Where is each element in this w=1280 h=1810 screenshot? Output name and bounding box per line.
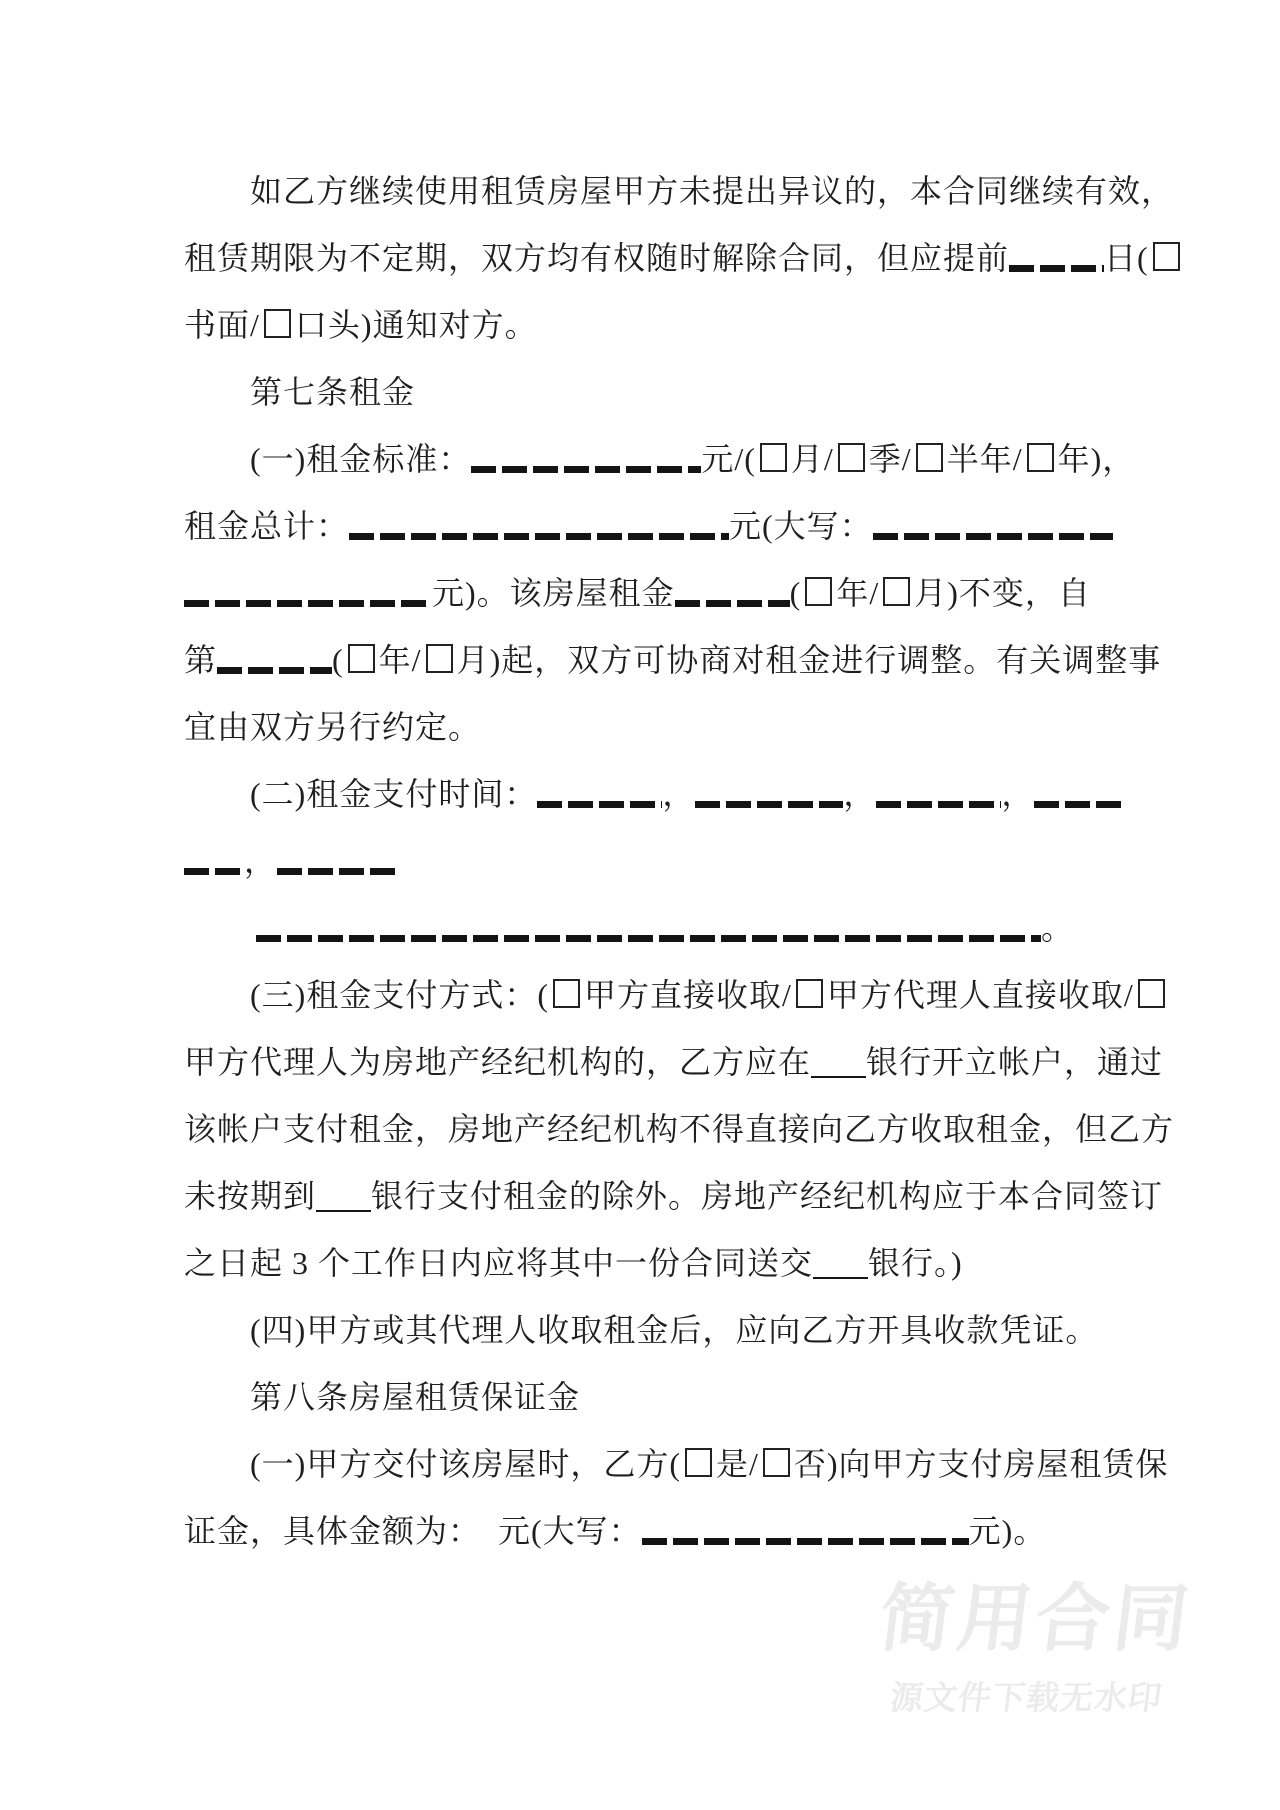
fill-in-blank xyxy=(876,801,1001,808)
text-run: 如乙方继续使用租赁房屋甲方未提出异议的，本合同继续有效， xyxy=(250,173,1175,209)
text-line xyxy=(184,1498,1124,1565)
text-line xyxy=(184,560,1124,627)
text-run: 季/ xyxy=(868,441,912,477)
text-line xyxy=(184,292,1124,359)
checkbox-icon xyxy=(883,577,910,606)
text-run: 甲方代理人直接收取/ xyxy=(826,977,1134,1013)
checkbox-icon xyxy=(685,1448,712,1477)
text-run: 口头)通知对方。 xyxy=(294,307,538,343)
text-line xyxy=(184,493,1124,560)
text-run: 元(大写： xyxy=(729,508,873,544)
checkbox-icon xyxy=(838,443,865,472)
text-run: 否)向甲方支付房屋租赁保 xyxy=(793,1446,1169,1482)
fill-in-blank xyxy=(1034,801,1122,808)
text-run: 该帐户支付租金，房地产经纪机构不得直接向乙方收取租金，但乙方 xyxy=(184,1111,1175,1147)
text-run: (三)租金支付方式：( xyxy=(250,977,549,1013)
checkbox-icon xyxy=(1153,242,1180,271)
checkbox-icon xyxy=(264,309,291,338)
text-run: 未按期到 xyxy=(184,1178,317,1214)
watermark xyxy=(864,1576,1201,1719)
text-run: 半年/ xyxy=(946,441,1023,477)
checkbox-icon xyxy=(348,644,375,673)
text-run: (四)甲方或其代理人收取租金后，应向乙方开具收款凭证。 xyxy=(250,1312,1099,1348)
text-run: 月)不变，自 xyxy=(914,575,1091,611)
text-line xyxy=(184,1297,1124,1364)
text-run: (二)租金支付时间： xyxy=(250,776,538,812)
text-run: 银行。) xyxy=(868,1245,963,1281)
text-run: 书面/ xyxy=(184,307,260,343)
text-run: 元/( xyxy=(701,441,756,477)
text-run: ( xyxy=(332,642,344,678)
fill-in-blank xyxy=(256,935,1041,942)
text-run: 第 xyxy=(184,642,218,678)
checkbox-icon xyxy=(1027,443,1054,472)
text-run: 年)， xyxy=(1057,441,1136,477)
text-run: 租赁期限为不定期，双方均有权随时解除合同，但应提前 xyxy=(184,240,1010,276)
text-run: 年/ xyxy=(378,642,422,678)
checkbox-icon xyxy=(1138,979,1165,1008)
fill-in-blank xyxy=(349,533,729,540)
fill-in-blank xyxy=(675,600,790,607)
watermark-subtitle: 源文件下载无水印 xyxy=(887,1678,1165,1717)
text-run: ， xyxy=(1001,776,1035,812)
text-line xyxy=(184,1230,1124,1297)
checkbox-icon xyxy=(763,1448,790,1477)
checkbox-icon xyxy=(805,577,832,606)
fill-in-blank xyxy=(184,600,432,607)
text-line xyxy=(184,1431,1169,1498)
text-run: 日( xyxy=(1104,240,1149,276)
text-line xyxy=(184,426,1136,493)
text-line xyxy=(184,627,1162,694)
text-run: ( xyxy=(789,575,802,611)
text-run: 。 xyxy=(1041,910,1075,946)
text-run: 是/ xyxy=(715,1446,759,1482)
fill-in-blank xyxy=(184,868,244,875)
fill-in-blank xyxy=(217,667,332,674)
text-line xyxy=(184,1029,1164,1096)
text-run: 元)。该房屋租金 xyxy=(432,575,675,611)
text-run: 月)起，双方可协商对租金进行调整。有关调整事 xyxy=(456,642,1162,678)
fill-in-blank xyxy=(1009,265,1104,272)
text-line xyxy=(184,1163,1164,1230)
text-line xyxy=(184,1096,1175,1163)
text-run: 年/ xyxy=(836,575,880,611)
fill-in-blank xyxy=(537,801,662,808)
fill-in-blank xyxy=(813,1277,868,1279)
contract-body xyxy=(184,158,1175,1565)
fill-in-blank xyxy=(316,1210,371,1212)
fill-in-blank xyxy=(695,801,843,808)
checkbox-icon xyxy=(553,979,580,1008)
text-run: 宜由双方另行约定。 xyxy=(184,709,482,745)
fill-in-blank xyxy=(642,1538,969,1545)
text-run: 甲方代理人为房地产经纪机构的，乙方应在 xyxy=(184,1044,812,1080)
text-run: 甲方直接收取/ xyxy=(583,977,792,1013)
text-run: 第七条租金 xyxy=(250,374,416,410)
checkbox-icon xyxy=(916,443,943,472)
fill-in-blank xyxy=(873,533,1113,540)
text-run: ， xyxy=(843,776,877,812)
text-line xyxy=(184,1364,1124,1431)
checkbox-icon xyxy=(760,443,787,472)
text-line xyxy=(184,359,1124,426)
text-run: 月/ xyxy=(790,441,834,477)
text-run: 银行支付租金的除外。房地产经纪机构应于本合同签订 xyxy=(371,1178,1164,1214)
text-line xyxy=(184,761,1124,828)
text-line xyxy=(184,828,1124,895)
text-run: 元)。 xyxy=(968,1513,1047,1549)
fill-in-blank xyxy=(471,466,701,473)
text-line xyxy=(184,895,1124,962)
fill-in-blank xyxy=(277,868,397,875)
text-run: 租金总计： xyxy=(184,508,350,544)
text-line xyxy=(184,225,1149,292)
checkbox-icon xyxy=(796,979,823,1008)
text-run: 第八条房屋租赁保证金 xyxy=(250,1379,581,1415)
text-run: 证金，具体金额为： 元(大写： xyxy=(184,1513,642,1549)
text-run: ， xyxy=(662,776,696,812)
watermark-title: 简用合同 xyxy=(874,1576,1198,1662)
text-run: 银行开立帐户，通过 xyxy=(866,1044,1164,1080)
text-run: ， xyxy=(244,843,278,879)
text-line xyxy=(184,962,1134,1029)
text-run: (一)租金标准： xyxy=(250,441,472,477)
text-line xyxy=(184,158,1175,225)
fill-in-blank xyxy=(811,1076,866,1078)
checkbox-icon xyxy=(426,644,453,673)
text-run: 之日起 3 个工作日内应将其中一份合同送交 xyxy=(184,1245,814,1281)
text-run: (一)甲方交付该房屋时，乙方( xyxy=(250,1446,681,1482)
text-line xyxy=(184,694,1124,761)
